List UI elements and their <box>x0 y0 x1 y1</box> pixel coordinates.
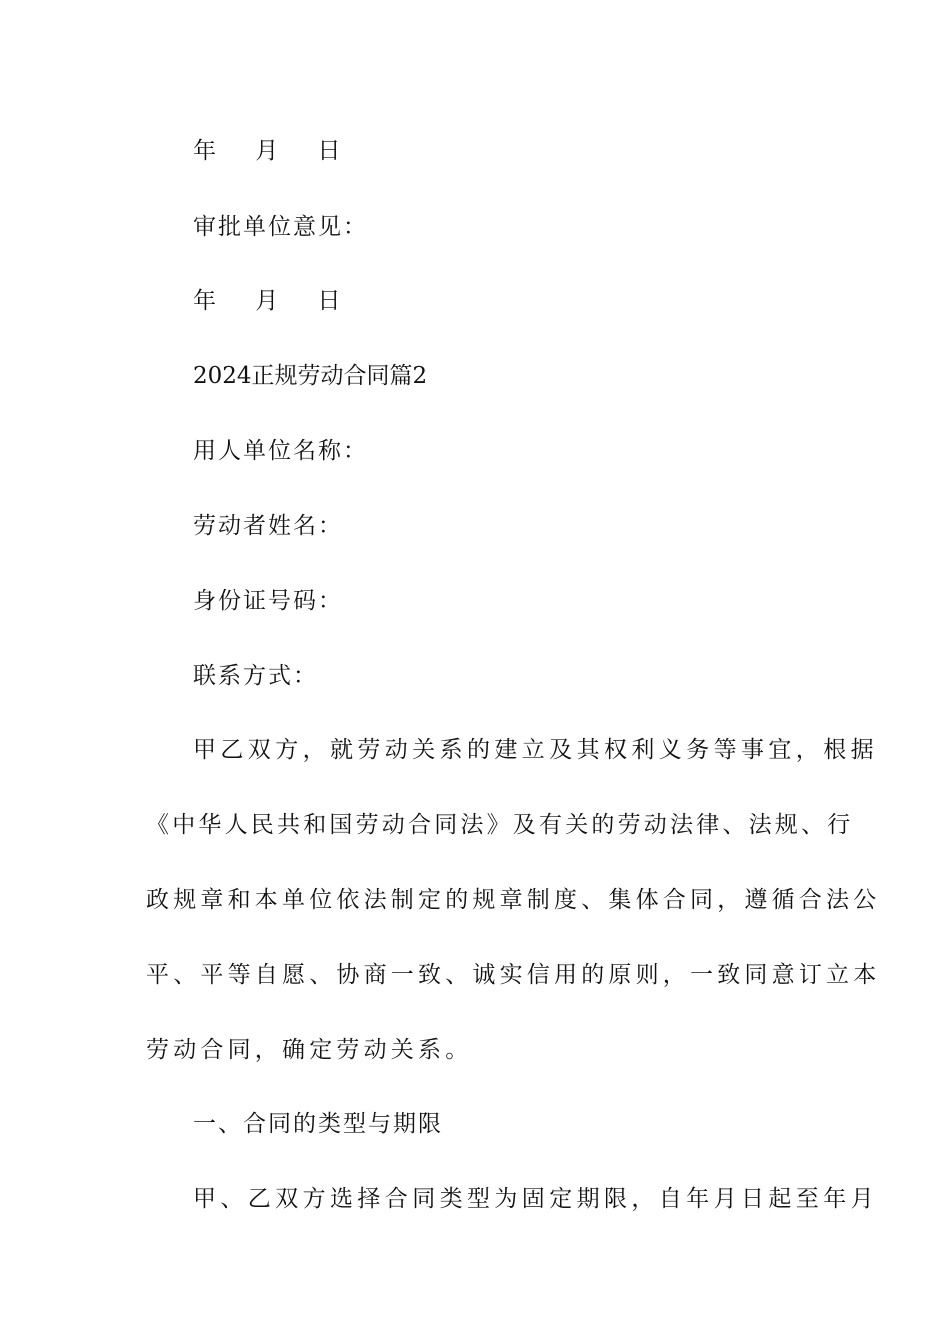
worker-name-label: 劳动者姓名： <box>193 513 343 539</box>
date-line-2: 年 月 日 <box>193 288 343 314</box>
paragraph-line-4: 平、平等自愿、协商一致、诚实信用的原则，一致同意订立本 <box>146 962 881 988</box>
id-number-label: 身份证号码： <box>193 588 343 614</box>
paragraph-line-2: 《中华人民共和国劳动合同法》及有关的劳动法律、法规、行 <box>146 812 854 838</box>
date-line-1: 年 月 日 <box>193 138 343 164</box>
section-title: 2024正规劳动合同篇2 <box>193 363 428 389</box>
approval-opinion-label: 审批单位意见： <box>193 214 368 240</box>
contact-label: 联系方式： <box>193 663 318 689</box>
paragraph-line-5: 劳动合同，确定劳动关系。 <box>146 1037 473 1063</box>
clause-line-1: 甲、乙双方选择合同类型为固定期限，自年月日起至年月 <box>193 1186 878 1212</box>
paragraph-line-1: 甲乙双方，就劳动关系的建立及其权利义务等事宜，根据 <box>193 737 878 763</box>
clause-heading-1: 一、合同的类型与期限 <box>193 1111 443 1137</box>
employer-name-label: 用人单位名称： <box>193 438 368 464</box>
paragraph-line-3: 政规章和本单位依法制定的规章制度、集体合同，遵循合法公 <box>146 887 881 913</box>
